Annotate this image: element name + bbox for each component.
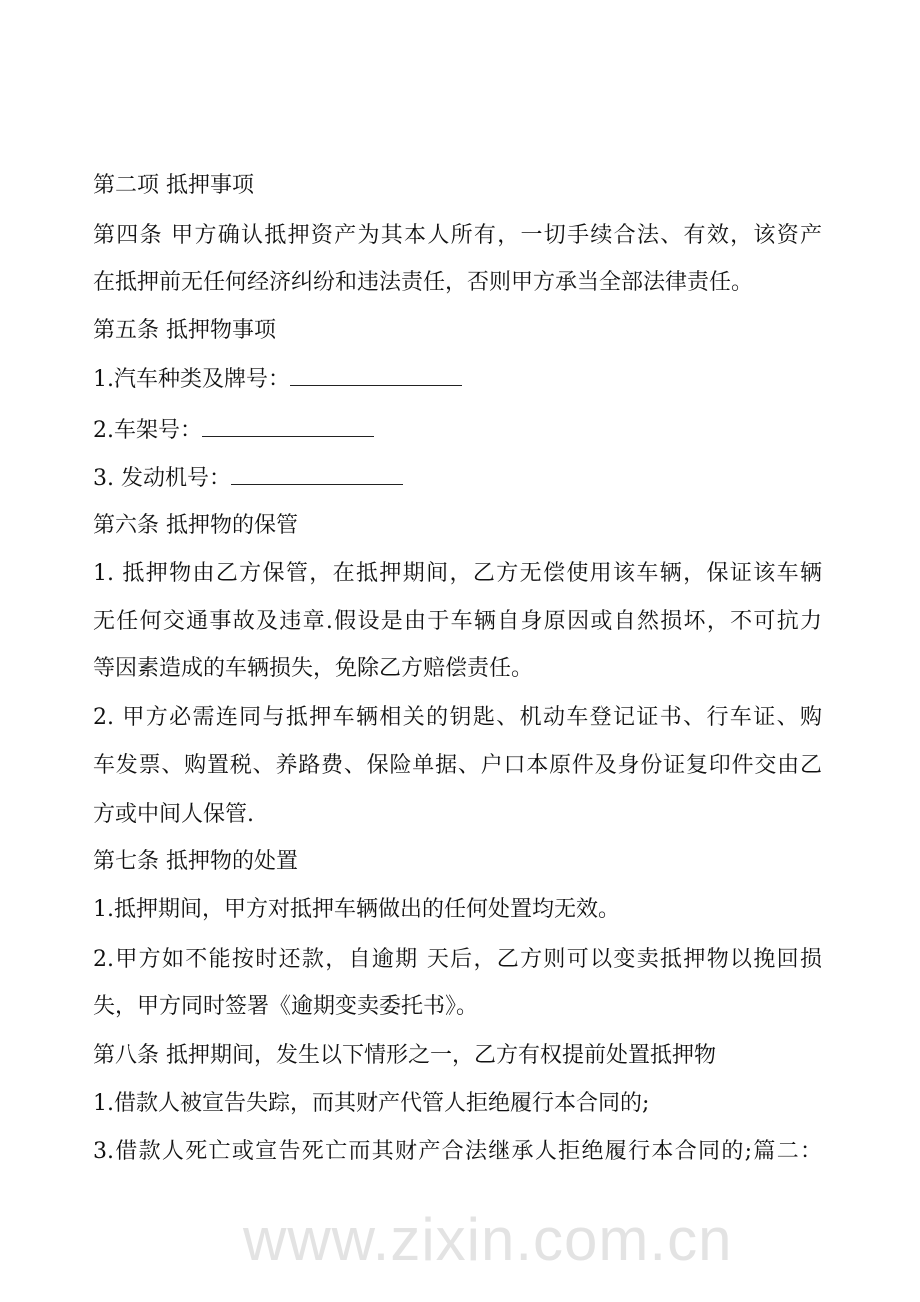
field-label: 1.汽车种类及牌号： xyxy=(93,367,290,392)
paragraph-line: 无任何交通事故及违章.假设是由于车辆自身原因或自然损坏，不可抗力 xyxy=(93,609,822,634)
field-car-type xyxy=(93,365,462,395)
field-engine-number xyxy=(93,464,403,494)
article-heading: 第七条 抵押物的处置 xyxy=(93,849,298,874)
paragraph-line: 失，甲方同时签署《逾期变卖委托书》。 xyxy=(93,994,479,1019)
field-label: 2.车架号： xyxy=(93,418,202,443)
article-heading: 第六条 抵押物的保管 xyxy=(93,513,298,538)
paragraph-line: 1.抵押期间，甲方对抵押车辆做出的任何处置均无效。 xyxy=(93,897,620,922)
blank-line xyxy=(231,464,403,485)
paragraph-line: 1.借款人被宣告失踪，而其财产代管人拒绝履行本合同的; xyxy=(93,1091,650,1116)
watermark: www.zixin.com.cn xyxy=(243,1206,733,1273)
paragraph-line: 3.借款人死亡或宣告死亡而其财产合法继承人拒绝履行本合同的;篇二： xyxy=(93,1139,822,1164)
paragraph-line: 方或中间人保管. xyxy=(93,802,254,827)
paragraph-line: 1. 抵押物由乙方保管，在抵押期间，乙方无偿使用该车辆，保证该车辆 xyxy=(93,561,822,586)
article-heading: 第八条 抵押期间，发生以下情形之一，乙方有权提前处置抵押物 xyxy=(93,1043,716,1068)
paragraph-line: 等因素造成的车辆损失，免除乙方赔偿责任。 xyxy=(93,656,534,681)
paragraph-line: 第四条 甲方确认抵押资产为其本人所有，一切手续合法、有效，该资产 xyxy=(93,223,822,248)
article-heading: 第五条 抵押物事项 xyxy=(93,318,276,343)
field-label: 3. 发动机号： xyxy=(93,466,231,491)
paragraph-line: 2.甲方如不能按时还款，自逾期 天后，乙方则可以变卖抵押物以挽回损 xyxy=(93,947,822,972)
blank-line xyxy=(290,365,462,386)
paragraph-line: 2. 甲方必需连同与抵押车辆相关的钥匙、机动车登记证书、行车证、购 xyxy=(93,705,822,730)
paragraph-line: 车发票、购置税、养路费、保险单据、户口本原件及身份证复印件交由乙 xyxy=(93,753,822,778)
field-frame-number xyxy=(93,416,374,446)
blank-line xyxy=(202,416,374,437)
paragraph-line: 在抵押前无任何经济纠纷和违法责任，否则甲方承当全部法律责任。 xyxy=(93,270,754,295)
section-heading: 第二项 抵押事项 xyxy=(93,173,254,198)
